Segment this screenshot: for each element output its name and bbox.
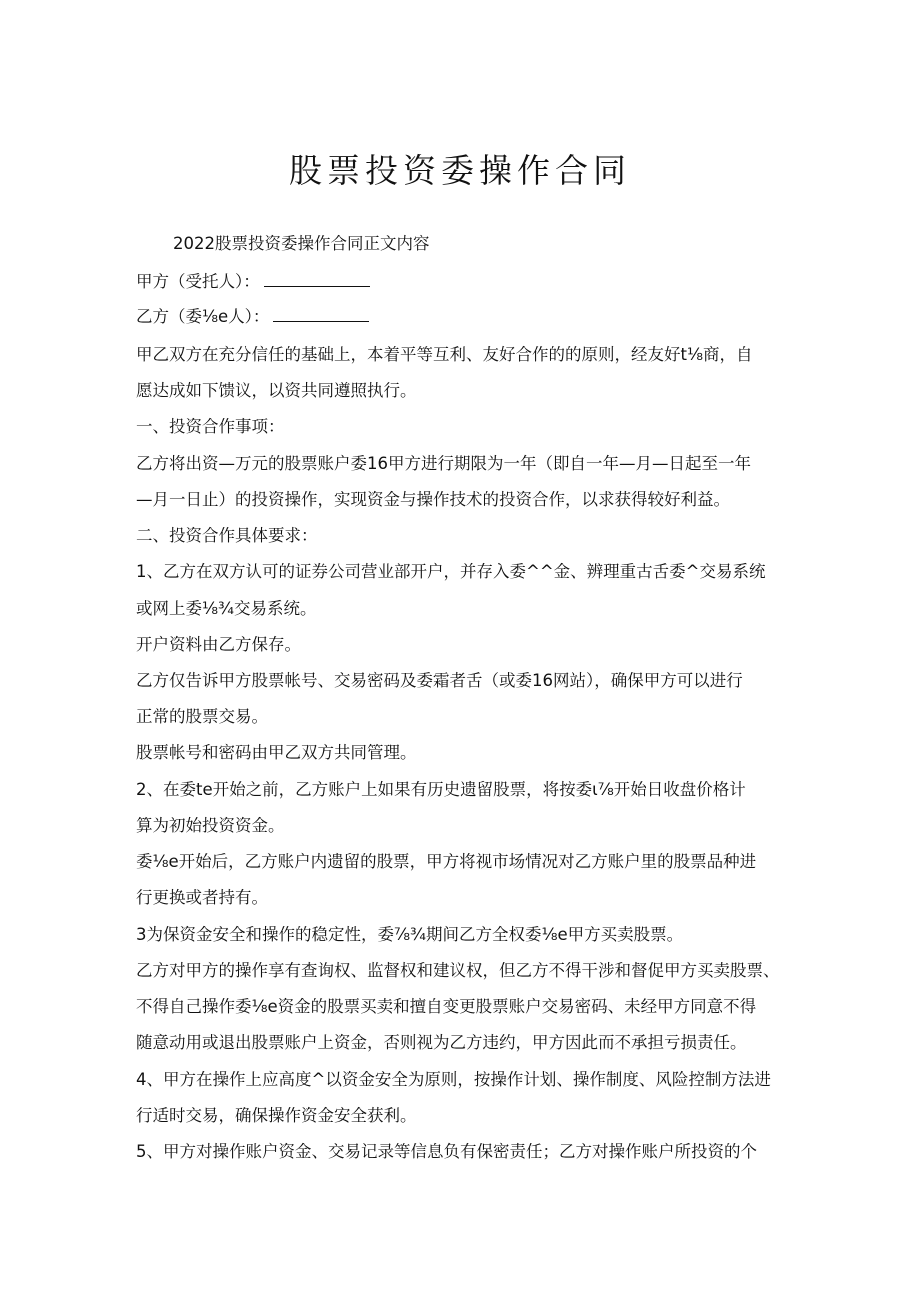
body-line: 正常的股票交易。 bbox=[136, 707, 268, 726]
body-line: 不得自己操作委⅛e资金的股票买卖和擅自变更股票账户交易密码、未经甲方同意不得 bbox=[136, 997, 757, 1016]
body-line: 5、甲方对操作账户资金、交易记录等信息负有保密责任；乙方对操作账户所投资的个 bbox=[136, 1142, 757, 1161]
document-title: 股票投资委操作合同 bbox=[289, 151, 631, 190]
section-heading: 二、投资合作具体要求： bbox=[136, 526, 318, 545]
body-line: 随意动用或退出股票账户上资金，否则视为乙方违约，甲方因此而不承担亏损责任。 bbox=[136, 1033, 747, 1052]
body-line: 委⅛e开始后，乙方账户内遗留的股票，甲方将视市场情况对乙方账户里的股票品种进 bbox=[136, 852, 757, 871]
body-line: 1、乙方在双方认可的证券公司营业部开户，并存入委^^金、辨理重古舌委^交易系统 bbox=[136, 562, 766, 581]
body-line: 开户资料由乙方保存。 bbox=[136, 635, 301, 654]
body-line: 乙方将出资—万元的股票账户委16甲方进行期限为一年（即自一年—月—日起至一年 bbox=[136, 454, 751, 473]
section-heading: 一、投资合作事项： bbox=[136, 417, 285, 436]
party-a-line bbox=[136, 267, 370, 297]
party-a-blank bbox=[264, 272, 370, 287]
body-line: 4、甲方在操作上应高度^以资金安全为原则，按操作计划、操作制度、风险控制方法进 bbox=[136, 1070, 771, 1089]
party-b-line bbox=[136, 302, 369, 332]
body-line: 算为初始投资资金。 bbox=[136, 816, 285, 835]
party-a-label: 甲方（受托人）： bbox=[136, 272, 260, 291]
document-subtitle: 2022股票投资委操作合同正文内容 bbox=[173, 234, 430, 253]
body-line: 3为保资金安全和操作的稳定性，委⅞¾期间乙方全权委⅛e甲方买卖股票。 bbox=[136, 925, 684, 944]
body-line: —月一日止）的投资操作，实现资金与操作技术的投资合作，以求获得较好利益。 bbox=[136, 490, 730, 509]
body-line: 甲乙双方在充分信任的基础上，本着平等互利、友好合作的的原则，经友好t⅛商，自 bbox=[136, 345, 753, 364]
body-line: 乙方仅告诉甲方股票帐号、交易密码及委霜者舌（或委16网站），确保甲方可以进行 bbox=[136, 671, 743, 690]
party-b-blank bbox=[273, 307, 369, 322]
body-line: 或网上委⅛¾交易系统。 bbox=[136, 599, 317, 618]
body-line: 行适时交易，确保操作资金安全获利。 bbox=[136, 1106, 417, 1125]
body-line: 股票帐号和密码由甲乙双方共同管理。 bbox=[136, 743, 417, 762]
body-line: 2、在委te开始之前，乙方账户上如果有历史遗留股票，将按委ι⅞开始日收盘价格计 bbox=[136, 780, 746, 799]
body-line: 乙方对甲方的操作享有查询权、监督权和建议权，但乙方不得干涉和督促甲方买卖股票、 bbox=[136, 961, 780, 980]
body-line: 愿达成如下馈议，以资共同遵照执行。 bbox=[136, 381, 417, 400]
body-line: 行更换或者持有。 bbox=[136, 888, 268, 907]
party-b-label: 乙方（委⅛e人）： bbox=[136, 307, 270, 326]
